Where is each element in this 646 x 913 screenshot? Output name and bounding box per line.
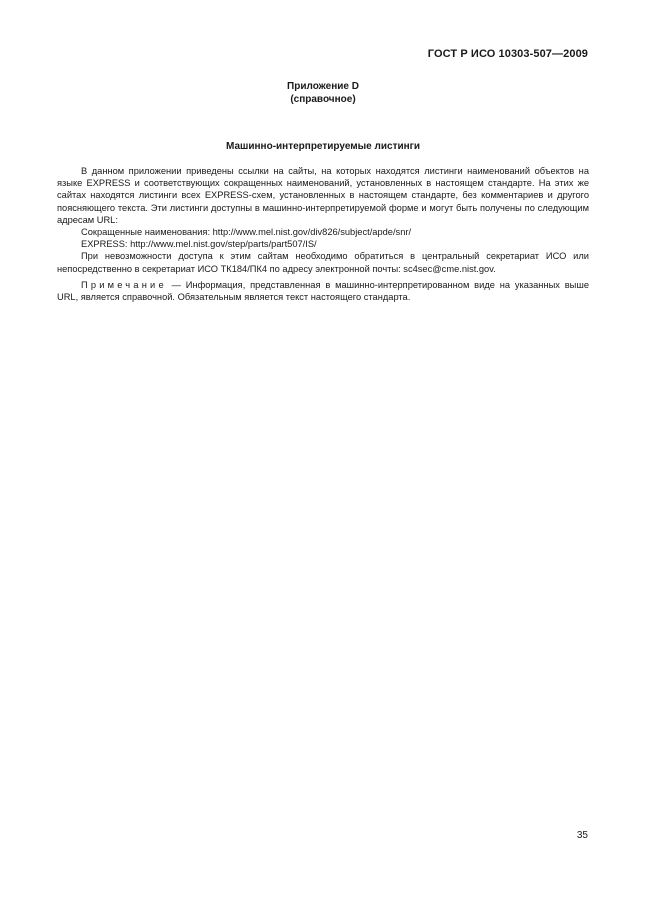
intro-paragraph: В данном приложении приведены ссылки на сайты, на которых находятся листинги наименований объектов на языке EXPRESS и соответствующих сокращенных наименований, установленных в настоящем стандарте. На этих же сайтах находятся листинги всех EXPRESS-схем, установленных в настоящем стандарте, без комментариев и другого поясняющего текста. Эти листинги доступны в машинно-интерпретируемой форме и могут быть получены по следующим адресам URL: <box>57 166 589 225</box>
appendix-heading <box>0 80 646 106</box>
document-code: ГОСТ Р ИСО 10303-507—2009 <box>427 48 588 60</box>
note-label: Примечание <box>81 279 167 290</box>
body-text <box>57 165 589 303</box>
note-text: — Информация, представленная в машинно-интерпретированном виде на указанных выше URL, является справочной. Обязательным является текст настоящего стандарта. <box>57 279 589 303</box>
page-number: 35 <box>576 830 588 841</box>
contact-paragraph: При невозможности доступа к этим сайтам необходимо обратиться в центральный секретариат ИСО или непосредственно в секретариат ИСО ТК184/ПК4 по адресу электронной почты: sc4sec@cme.nist.gov. <box>57 251 589 274</box>
short-names-url-paragraph: Сокращенные наименования: http://www.mel.nist.gov/div826/subject/apde/snr/ <box>81 227 412 238</box>
note-paragraph <box>57 279 589 303</box>
appendix-title: Приложение D <box>287 81 359 92</box>
express-url-paragraph: EXPRESS: http://www.mel.nist.gov/step/parts/part507/IS/ <box>81 239 317 250</box>
appendix-subtitle: (справочное) <box>290 94 356 105</box>
section-title: Машинно-интерпретируемые листинги <box>226 141 420 152</box>
